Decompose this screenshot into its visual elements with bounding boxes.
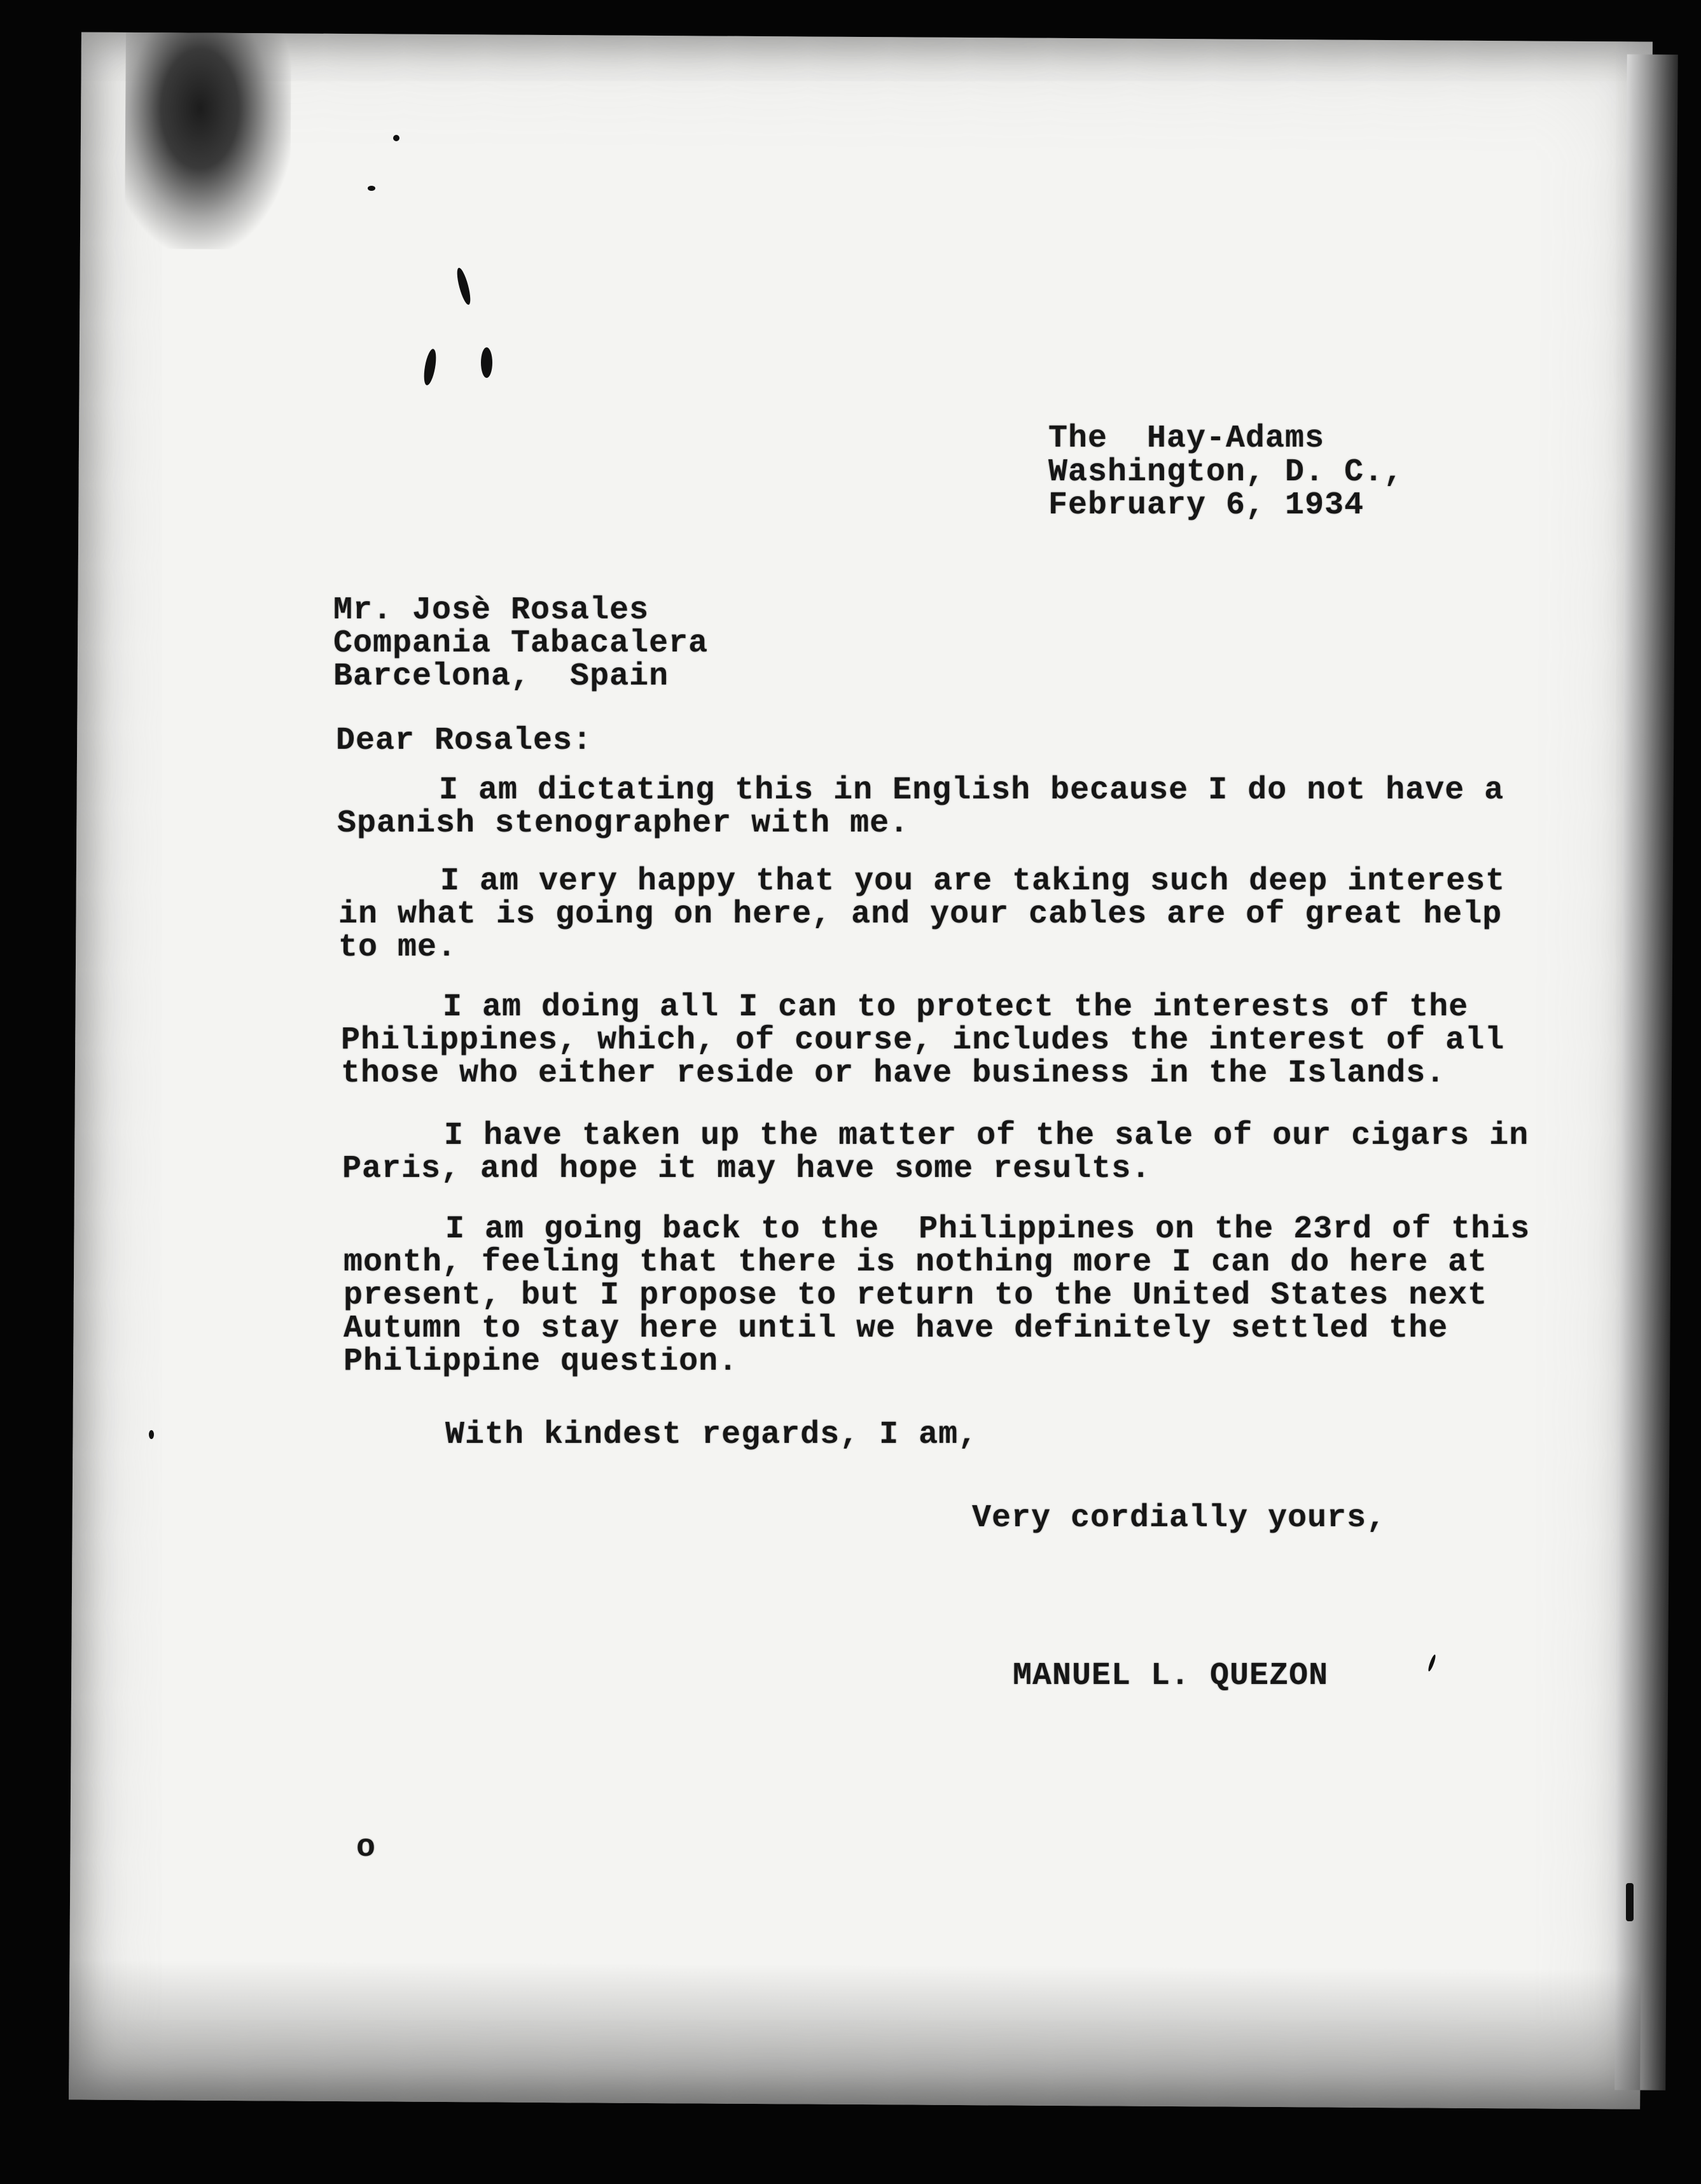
body-line: I am very happy that you are taking such deep interest	[440, 863, 1506, 900]
body-line: I have taken up the matter of the sale of our cigars in	[444, 1118, 1529, 1154]
letter-date: February 6, 1934	[1048, 487, 1364, 524]
body-line: those who either reside or have business in the Islands.	[341, 1055, 1446, 1092]
salutation: Dear Rosales:	[336, 723, 593, 759]
body-line: With kindest regards, I am,	[445, 1417, 978, 1453]
letterhead-city: Washington, D. C.,	[1048, 454, 1404, 490]
body-line: month, feeling that there is nothing more I can do here at	[344, 1244, 1488, 1281]
body-line: I am going back to the Philippines on the 23rd of this	[445, 1211, 1531, 1248]
body-paragraph-5	[344, 1213, 1530, 1379]
body-paragraph-4	[342, 1120, 1529, 1186]
body-line: Spanish stenographer with me.	[337, 805, 910, 842]
body-line: in what is going on here, and your cables are of great help	[338, 896, 1503, 933]
body-line: Philippine question.	[344, 1344, 739, 1380]
body-line: present, but I propose to return to the United States next	[344, 1277, 1488, 1314]
footer-mark: o	[356, 1830, 377, 1866]
signature-block: MANUEL L. QUEZON	[1013, 1658, 1329, 1694]
body-line: Paris, and hope it may have some results.	[342, 1151, 1151, 1187]
complimentary-close: Very cordially yours,	[972, 1500, 1387, 1536]
body-line: Autumn to stay here until we have definitely settled the	[344, 1311, 1448, 1347]
body-paragraph-2	[338, 865, 1505, 964]
recipient-company: Compania Tabacalera	[333, 625, 709, 662]
letterhead-place: The Hay-Adams	[1048, 421, 1325, 457]
recipient-location: Barcelona, Spain	[333, 658, 669, 695]
body-line: Philippines, which, of course, includes the interest of all	[341, 1022, 1505, 1059]
body-line: I am dictating this in English because I do not have a	[439, 772, 1504, 809]
recipient-name: Mr. Josè Rosales	[333, 592, 649, 629]
body-paragraph-6	[344, 1419, 978, 1452]
body-line: I am doing all I can to protect the interests of the	[443, 989, 1469, 1026]
body-paragraph-3	[341, 991, 1504, 1090]
body-line: to me.	[338, 929, 457, 966]
body-paragraph-1	[337, 774, 1504, 840]
